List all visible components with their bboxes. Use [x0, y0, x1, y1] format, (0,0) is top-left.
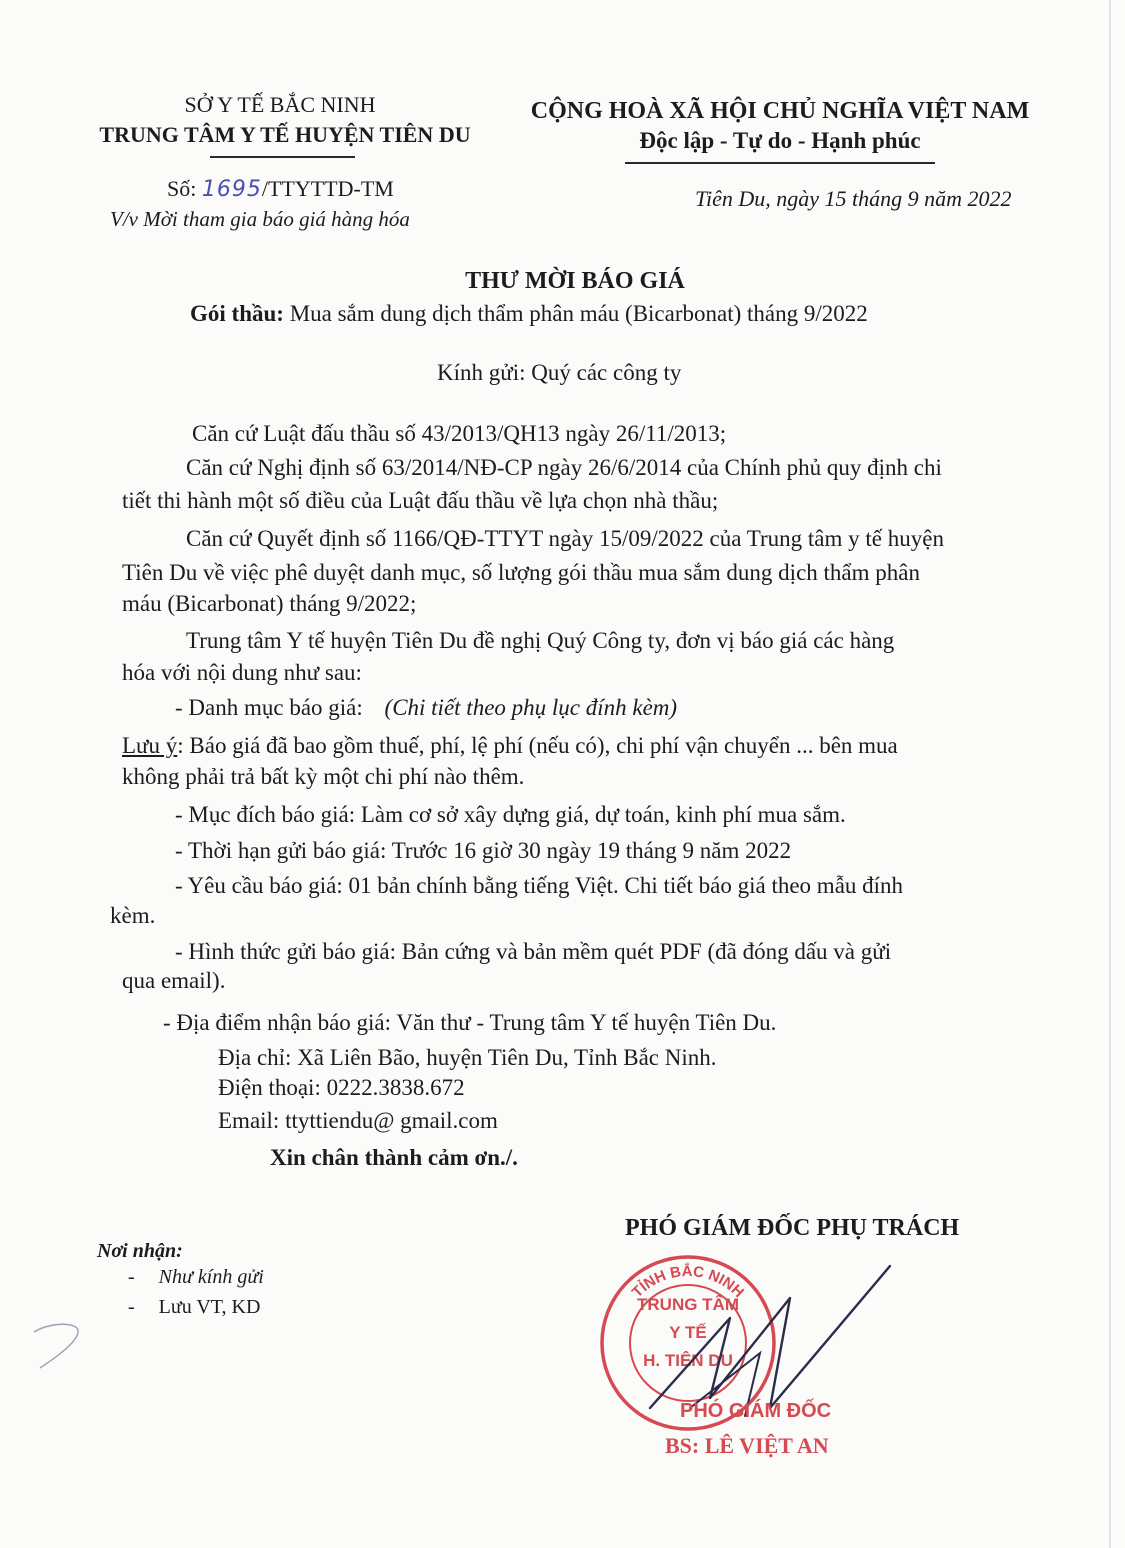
catalog-label: - Danh mục báo giá:	[175, 695, 363, 720]
seal-line: TRUNG TÂM	[637, 1295, 739, 1314]
org-underline	[210, 156, 355, 158]
package-label: Gói thầu:	[190, 301, 284, 326]
catalog-value: (Chi tiết theo phụ lục đính kèm)	[384, 695, 678, 720]
body-line: tiết thi hành một số điều của Luật đấu thầu về lựa chọn nhà thầu;	[122, 488, 719, 513]
body-line: qua email).	[122, 968, 226, 993]
body-line: - Hình thức gửi báo giá: Bản cứng và bản mềm quét PDF (đã đóng dấu và gửi	[175, 939, 892, 964]
package-line	[190, 301, 868, 327]
package-text: Mua sắm dung dịch thẩm phân máu (Bicarbonat) tháng 9/2022	[283, 301, 868, 326]
body-line: hóa với nội dung như sau:	[122, 660, 362, 685]
recipient-item: - Như kính gửi	[128, 1266, 264, 1288]
closing-thanks: Xin chân thành cảm ơn./.	[270, 1145, 518, 1170]
scan-edge	[1109, 0, 1111, 1548]
body-line: Căn cứ Quyết định số 1166/QĐ-TTYT ngày 15/09/2022 của Trung tâm y tế huyện	[186, 526, 944, 551]
doc-number	[167, 176, 394, 202]
doc-number-prefix: Số:	[167, 176, 197, 201]
greeting: Kính gửi: Quý các công ty	[437, 360, 682, 385]
body-line: không phải trả bất kỳ một chi phí nào thêm.	[122, 764, 525, 789]
seal-line: H. TIÊN DU	[643, 1351, 733, 1370]
body-line: - Yêu cầu báo giá: 01 bản chính bằng tiếng Việt. Chi tiết báo giá theo mẫu đính	[175, 873, 904, 898]
letter-title: THƯ MỜI BÁO GIÁ	[465, 268, 685, 294]
signer-name: BS: LÊ VIỆT AN	[665, 1433, 829, 1458]
body-line: Căn cứ Nghị định số 63/2014/NĐ-CP ngày 26/6/2014 của Chính phủ quy định chi	[186, 455, 942, 480]
national-motto: Độc lập - Tự do - Hạnh phúc	[639, 128, 921, 153]
seal-title: PHÓ GIÁM ĐỐC	[680, 1400, 832, 1422]
body-line: - Mục đích báo giá: Làm cơ sở xây dựng giá, dự toán, kinh phí mua sắm.	[175, 802, 846, 827]
phone-line: Điện thoại: 0222.3838.672	[218, 1075, 465, 1100]
address-line: Địa chỉ: Xã Liên Bão, huyện Tiên Du, Tỉnh Bắc Ninh.	[218, 1045, 717, 1070]
body-line: Tiên Du về việc phê duyệt danh mục, số lượng gói thầu mua sắm dung dịch thẩm phân	[122, 560, 920, 585]
org-parent: SỞ Y TẾ BẮC NINH	[184, 92, 376, 117]
email-line: Email: ttyttiendu@ gmail.com	[218, 1108, 498, 1133]
pen-mark	[28, 1318, 88, 1374]
doc-number-handwritten: 1695	[201, 177, 262, 202]
doc-subject: V/v Mời tham gia báo giá hàng hóa	[110, 207, 410, 231]
seal-ring-text: TỈNH BẮC NINH	[628, 1262, 748, 1302]
body-line: Trung tâm Y tế huyện Tiên Du đề nghị Quý Công ty, đơn vị báo giá các hàng	[186, 628, 895, 653]
signature-position: PHÓ GIÁM ĐỐC PHỤ TRÁCH	[625, 1215, 960, 1241]
seal-line: Y TẾ	[669, 1323, 707, 1342]
org-name: TRUNG TÂM Y TẾ HUYỆN TIÊN DU	[99, 122, 471, 147]
note-label: Lưu ý	[122, 733, 178, 758]
body-line: - Địa điểm nhận báo giá: Văn thư - Trung tâm Y tế huyện Tiên Du.	[163, 1010, 777, 1035]
body-line: - Thời hạn gửi báo giá: Trước 16 giờ 30 ngày 19 tháng 9 năm 2022	[175, 838, 792, 863]
body-line: Căn cứ Luật đấu thầu số 43/2013/QH13 ngày 26/11/2013;	[192, 421, 727, 446]
place-date: Tiên Du, ngày 15 tháng 9 năm 2022	[695, 186, 1012, 211]
note-text: : Báo giá đã bao gồm thuế, phí, lệ phí (nếu có), chi phí vận chuyển ... bên mua	[177, 733, 898, 758]
recipients-label: Nơi nhận:	[97, 1240, 183, 1262]
doc-number-suffix: /TTYTTD-TM	[261, 176, 394, 201]
body-line-note	[122, 733, 898, 759]
country-name: CỘNG HOÀ XÃ HỘI CHỦ NGHĨA VIỆT NAM	[530, 98, 1030, 124]
body-line: máu (Bicarbonat) tháng 9/2022;	[122, 591, 417, 616]
recipient-item: - Lưu VT, KD	[128, 1296, 261, 1318]
motto-underline	[625, 162, 935, 164]
body-line-catalog	[175, 695, 677, 721]
body-line: kèm.	[110, 903, 156, 928]
